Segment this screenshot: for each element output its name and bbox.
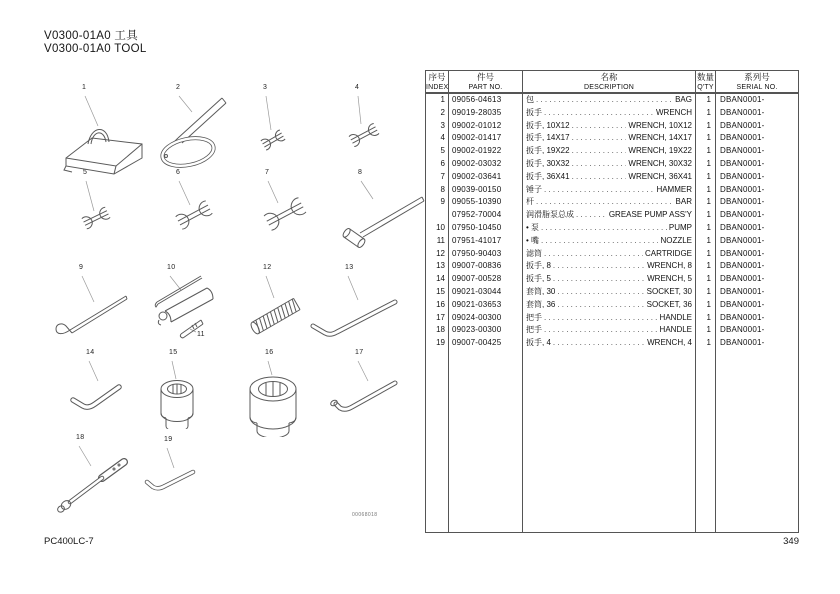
dot-leader [572,145,627,158]
table-row [426,196,798,209]
cell-part-no: 09007-00836 [449,260,523,273]
dot-leader [572,132,627,145]
header-part-no [449,71,523,92]
handle-bar-drawing [48,422,150,522]
cell-qty: 1 [696,222,716,235]
cell-qty: 1 [696,158,716,171]
cell-serial: DBAN0001- [720,95,765,104]
description-cn: 杆 [526,197,534,207]
page-number: 349 [783,536,799,547]
tool-item-6 [148,167,236,253]
wrench-36x41-drawing [238,167,330,253]
description-en: WRENCH, 36X41 [628,171,692,181]
cell-serial: DBAN0001- [720,210,765,220]
tool-item-label: 13 [345,264,354,271]
cell-part-no: 07952-70004 [449,209,523,222]
cell-serial: DBAN0001- [720,274,765,284]
description-en: BAR [675,197,692,207]
dot-leader [541,222,667,235]
cell-description [523,171,696,184]
cell-serial: DBAN0001- [720,133,765,143]
cell-serial: DBAN0001- [720,146,765,156]
table-row [426,248,798,261]
table-row [426,145,798,158]
cell-index: 7 [426,171,449,184]
table-row [426,132,798,145]
tool-item-15 [143,337,215,429]
header-description [523,71,696,92]
tool-item-label: 7 [265,169,270,176]
cell-description [523,235,696,248]
cell-description [523,184,696,197]
cell-description [523,145,696,158]
description-en: GREASE PUMP ASS'Y [608,210,692,220]
cell-qty: 1 [696,299,716,312]
dot-leader [544,324,658,337]
cell-index: 6 [426,158,449,171]
header-part-cn: 件号 [476,72,494,82]
page-title-cn: V0300-01A0 工具 [44,30,139,42]
table-row [426,184,798,197]
description-cn: 套筒, 30 [526,286,556,296]
header-index [426,71,449,92]
tool-item-1 [58,82,150,177]
handle-bent-drawing [323,337,411,423]
tool-item-label: 18 [76,434,85,441]
dot-leader [553,337,645,350]
tool-item-label: 19 [164,436,173,443]
cell-part-no: 09056-04613 [449,94,523,107]
table-row [426,158,798,171]
header-serial-no [716,71,798,92]
cell-qty: 1 [696,324,716,337]
tool-item-label: 8 [358,169,363,176]
tool-item-label: 6 [176,169,181,176]
tool-item-9 [52,252,147,344]
header-desc-cn: 名称 [600,72,618,82]
header-qty-cn: 数量 [696,72,714,82]
header-serial-cn: 系列号 [744,72,770,82]
description-cn: 扳手, 8 [526,261,551,271]
cell-index: 2 [426,107,449,120]
description-en: SOCKET, 30 [646,286,692,296]
page-title [44,30,147,55]
header-index-en: INDEX [426,84,449,91]
tool-item-label: 2 [176,84,181,91]
tool-item-label: 17 [355,349,364,356]
hex-wrench-5-drawing [58,337,150,423]
table-row [426,273,798,286]
cell-qty: 1 [696,196,716,209]
tool-item-14 [58,337,150,423]
cell-description [523,260,696,273]
description-cn: 扳手, 5 [526,274,551,284]
cell-serial: DBAN0001- [720,261,765,271]
cell-qty: 1 [696,337,716,350]
description-cn: 滤筒 [526,248,542,258]
tool-item-label: 12 [263,264,272,271]
socket-30-drawing [143,337,215,429]
cell-index: 17 [426,312,449,325]
cell-serial: DBAN0001- [720,107,765,117]
dot-leader [572,171,627,184]
cell-part-no: 09019-28035 [449,107,523,120]
description-cn: 润滑脂泵总成 [526,210,574,220]
cell-part-no: 09023-00300 [449,324,523,337]
description-en: WRENCH, 10X12 [628,120,692,130]
dot-leader [557,299,644,312]
tool-item-8 [328,167,430,257]
cell-index: 10 [426,222,449,235]
table-row [426,209,798,222]
tool-item-5 [58,167,136,249]
header-part-en: PART NO. [468,84,503,91]
dot-leader [544,248,643,261]
tool-item-16 [233,337,317,437]
description-en: WRENCH [656,107,692,117]
cell-description [523,158,696,171]
header-qty-en: Q'TY [697,84,714,91]
cell-qty: 1 [696,312,716,325]
cell-part-no: 09024-00300 [449,312,523,325]
table-row [426,94,798,107]
cell-serial: DBAN0001- [720,248,765,258]
cell-description [523,337,696,350]
dot-leader [572,158,627,171]
tool-item-label: 5 [83,169,88,176]
tool-item-13 [303,252,405,344]
cell-index: 1 [426,94,449,107]
bar-drawing [52,252,147,344]
description-cn: 扳手, 14X17 [526,133,570,143]
cell-index: 14 [426,273,449,286]
description-en: BAG [675,95,692,104]
dot-leader [544,312,658,325]
cell-index: 11 [426,235,449,248]
cell-description [523,273,696,286]
cell-qty: 1 [696,184,716,197]
tool-item-4 [328,82,402,164]
header-qty [696,71,716,92]
description-en: WRENCH, 4 [647,338,692,348]
cell-serial: DBAN0001- [720,158,765,168]
description-en: SOCKET, 36 [646,299,692,309]
tool-item-17 [323,337,411,423]
dot-leader [544,107,654,120]
page-title-en: V0300-01A0 TOOL [44,42,147,55]
header-index-cn: 序号 [428,72,446,82]
hex-wrench-8-drawing [303,252,405,344]
tool-item-label: 4 [355,84,360,91]
socket-36-drawing [233,337,317,437]
cell-qty: 1 [696,94,716,107]
wrench-19x22-drawing [58,167,136,249]
cell-qty: 1 [696,209,716,222]
cell-qty: 1 [696,248,716,261]
cell-qty: 1 [696,235,716,248]
dot-leader [536,94,673,107]
cell-qty: 1 [696,120,716,133]
description-cn: 扳手, 19X22 [526,146,570,156]
description-en: WRENCH, 8 [647,261,692,271]
table-row [426,337,798,350]
dot-leader [544,184,654,197]
table-row [426,171,798,184]
dot-leader [536,196,674,209]
tool-item-label: 14 [86,349,95,356]
cell-description [523,312,696,325]
table-body [426,94,798,532]
cell-part-no: 09002-03032 [449,158,523,171]
cell-part-no: 07950-10450 [449,222,523,235]
description-en: NOZZLE [660,235,692,245]
cell-qty: 1 [696,132,716,145]
cell-qty: 1 [696,286,716,299]
figure-code: 00068018 [352,512,378,518]
table-row [426,222,798,235]
description-en: HANDLE [659,325,692,335]
table-row [426,299,798,312]
tool-item-label-11: 11 [197,331,205,338]
cell-index [426,209,449,222]
cell-part-no: 09055-10390 [449,196,523,209]
cell-description [523,120,696,133]
cell-index: 16 [426,299,449,312]
cell-part-no: 09007-00528 [449,273,523,286]
dot-leader [541,235,658,248]
cell-part-no: 09021-03653 [449,299,523,312]
dot-leader [572,120,627,133]
cell-part-no: 09002-01012 [449,120,523,133]
table-row [426,260,798,273]
tool-item-label: 3 [263,84,268,91]
cell-qty: 1 [696,260,716,273]
description-cn: 扳手, 30X32 [526,158,570,168]
cell-index: 12 [426,248,449,261]
cell-serial: DBAN0001- [720,325,765,335]
description-cn: • 泵 [526,222,540,232]
cell-index: 3 [426,120,449,133]
cell-part-no: 07951-41017 [449,235,523,248]
dot-leader [576,209,607,222]
tool-item-3 [238,82,310,168]
table-row [426,120,798,133]
table-row [426,107,798,120]
cell-description [523,94,696,107]
cell-serial: DBAN0001- [720,299,765,309]
cell-index: 19 [426,337,449,350]
description-cn: 扳手, 36X41 [526,171,570,181]
cell-index: 9 [426,196,449,209]
tool-item-label: 15 [169,349,178,356]
description-cn: • 嘴 [526,235,540,245]
description-cn: 把手 [526,325,542,335]
description-en: WRENCH, 30X32 [628,158,692,168]
tool-item-label: 1 [82,84,87,91]
cell-description [523,299,696,312]
hammer-drawing [328,167,430,257]
description-en: WRENCH, 14X17 [628,133,692,143]
tool-item-2 [148,82,236,177]
cell-index: 18 [426,324,449,337]
cell-serial: DBAN0001- [720,338,765,348]
cell-description [523,196,696,209]
cell-part-no: 07950-90403 [449,248,523,261]
band-wrench-drawing [148,82,236,177]
cell-qty: 1 [696,273,716,286]
description-en: HAMMER [656,184,692,194]
description-en: PUMP [668,222,692,232]
cell-serial: DBAN0001- [720,120,765,130]
cell-qty: 1 [696,107,716,120]
table-filler-row [426,350,798,532]
tool-item-label: 9 [79,264,84,271]
cell-description [523,209,696,222]
wrench-10x12-drawing [238,82,310,168]
cell-index: 13 [426,260,449,273]
wrench-30x32-drawing [148,167,236,253]
wrench-14x17-drawing [328,82,402,164]
header-desc-en: DESCRIPTION [583,84,635,91]
dot-leader [553,273,645,286]
hex-wrench-4-drawing [138,422,216,502]
table-row [426,312,798,325]
cell-qty: 1 [696,171,716,184]
description-en: CARTRIDGE [645,248,692,258]
tool-item-label: 16 [265,349,274,356]
tool-item-7 [238,167,330,253]
description-cn: 包 [526,95,534,104]
dot-leader [553,260,645,273]
description-cn: 扳手, 4 [526,338,551,348]
cell-description [523,286,696,299]
cell-qty: 1 [696,145,716,158]
description-cn: 锤子 [526,184,542,194]
header-serial-en: SERIAL NO. [736,84,778,91]
cell-part-no: 09002-01417 [449,132,523,145]
cell-serial: DBAN0001- [720,171,765,181]
cell-serial: DBAN0001- [720,286,765,296]
cell-serial: DBAN0001- [720,235,765,245]
tool-item-18 [48,422,150,522]
description-en: HANDLE [659,312,692,322]
dot-leader [557,286,644,299]
cell-description [523,324,696,337]
description-cn: 扳手 [526,107,542,117]
description-cn: 扳手, 10X12 [526,120,570,130]
cell-serial: DBAN0001- [720,197,765,207]
tool-bag-drawing [58,82,150,177]
footer-model: PC400LC-7 [44,536,94,547]
cell-part-no: 09039-00150 [449,184,523,197]
description-en: WRENCH, 19X22 [628,146,692,156]
table-row [426,235,798,248]
cell-serial: DBAN0001- [720,184,765,194]
cell-part-no: 09021-03044 [449,286,523,299]
cell-description [523,132,696,145]
description-cn: 套筒, 36 [526,299,556,309]
cell-serial: DBAN0001- [720,222,765,232]
cell-index: 5 [426,145,449,158]
cell-description [523,222,696,235]
table-row [426,324,798,337]
parts-table [425,70,799,533]
cell-index: 8 [426,184,449,197]
cell-part-no: 09002-03641 [449,171,523,184]
cell-index: 4 [426,132,449,145]
cell-index: 15 [426,286,449,299]
cell-description [523,107,696,120]
table-header [426,71,798,94]
cell-description [523,248,696,261]
cell-part-no: 09002-01922 [449,145,523,158]
cell-serial: DBAN0001- [720,312,765,322]
table-row [426,286,798,299]
tool-item-label: 10 [167,264,176,271]
tool-item-19 [138,422,216,502]
cell-part-no: 09007-00425 [449,337,523,350]
description-cn: 把手 [526,312,542,322]
description-en: WRENCH, 5 [647,274,692,284]
